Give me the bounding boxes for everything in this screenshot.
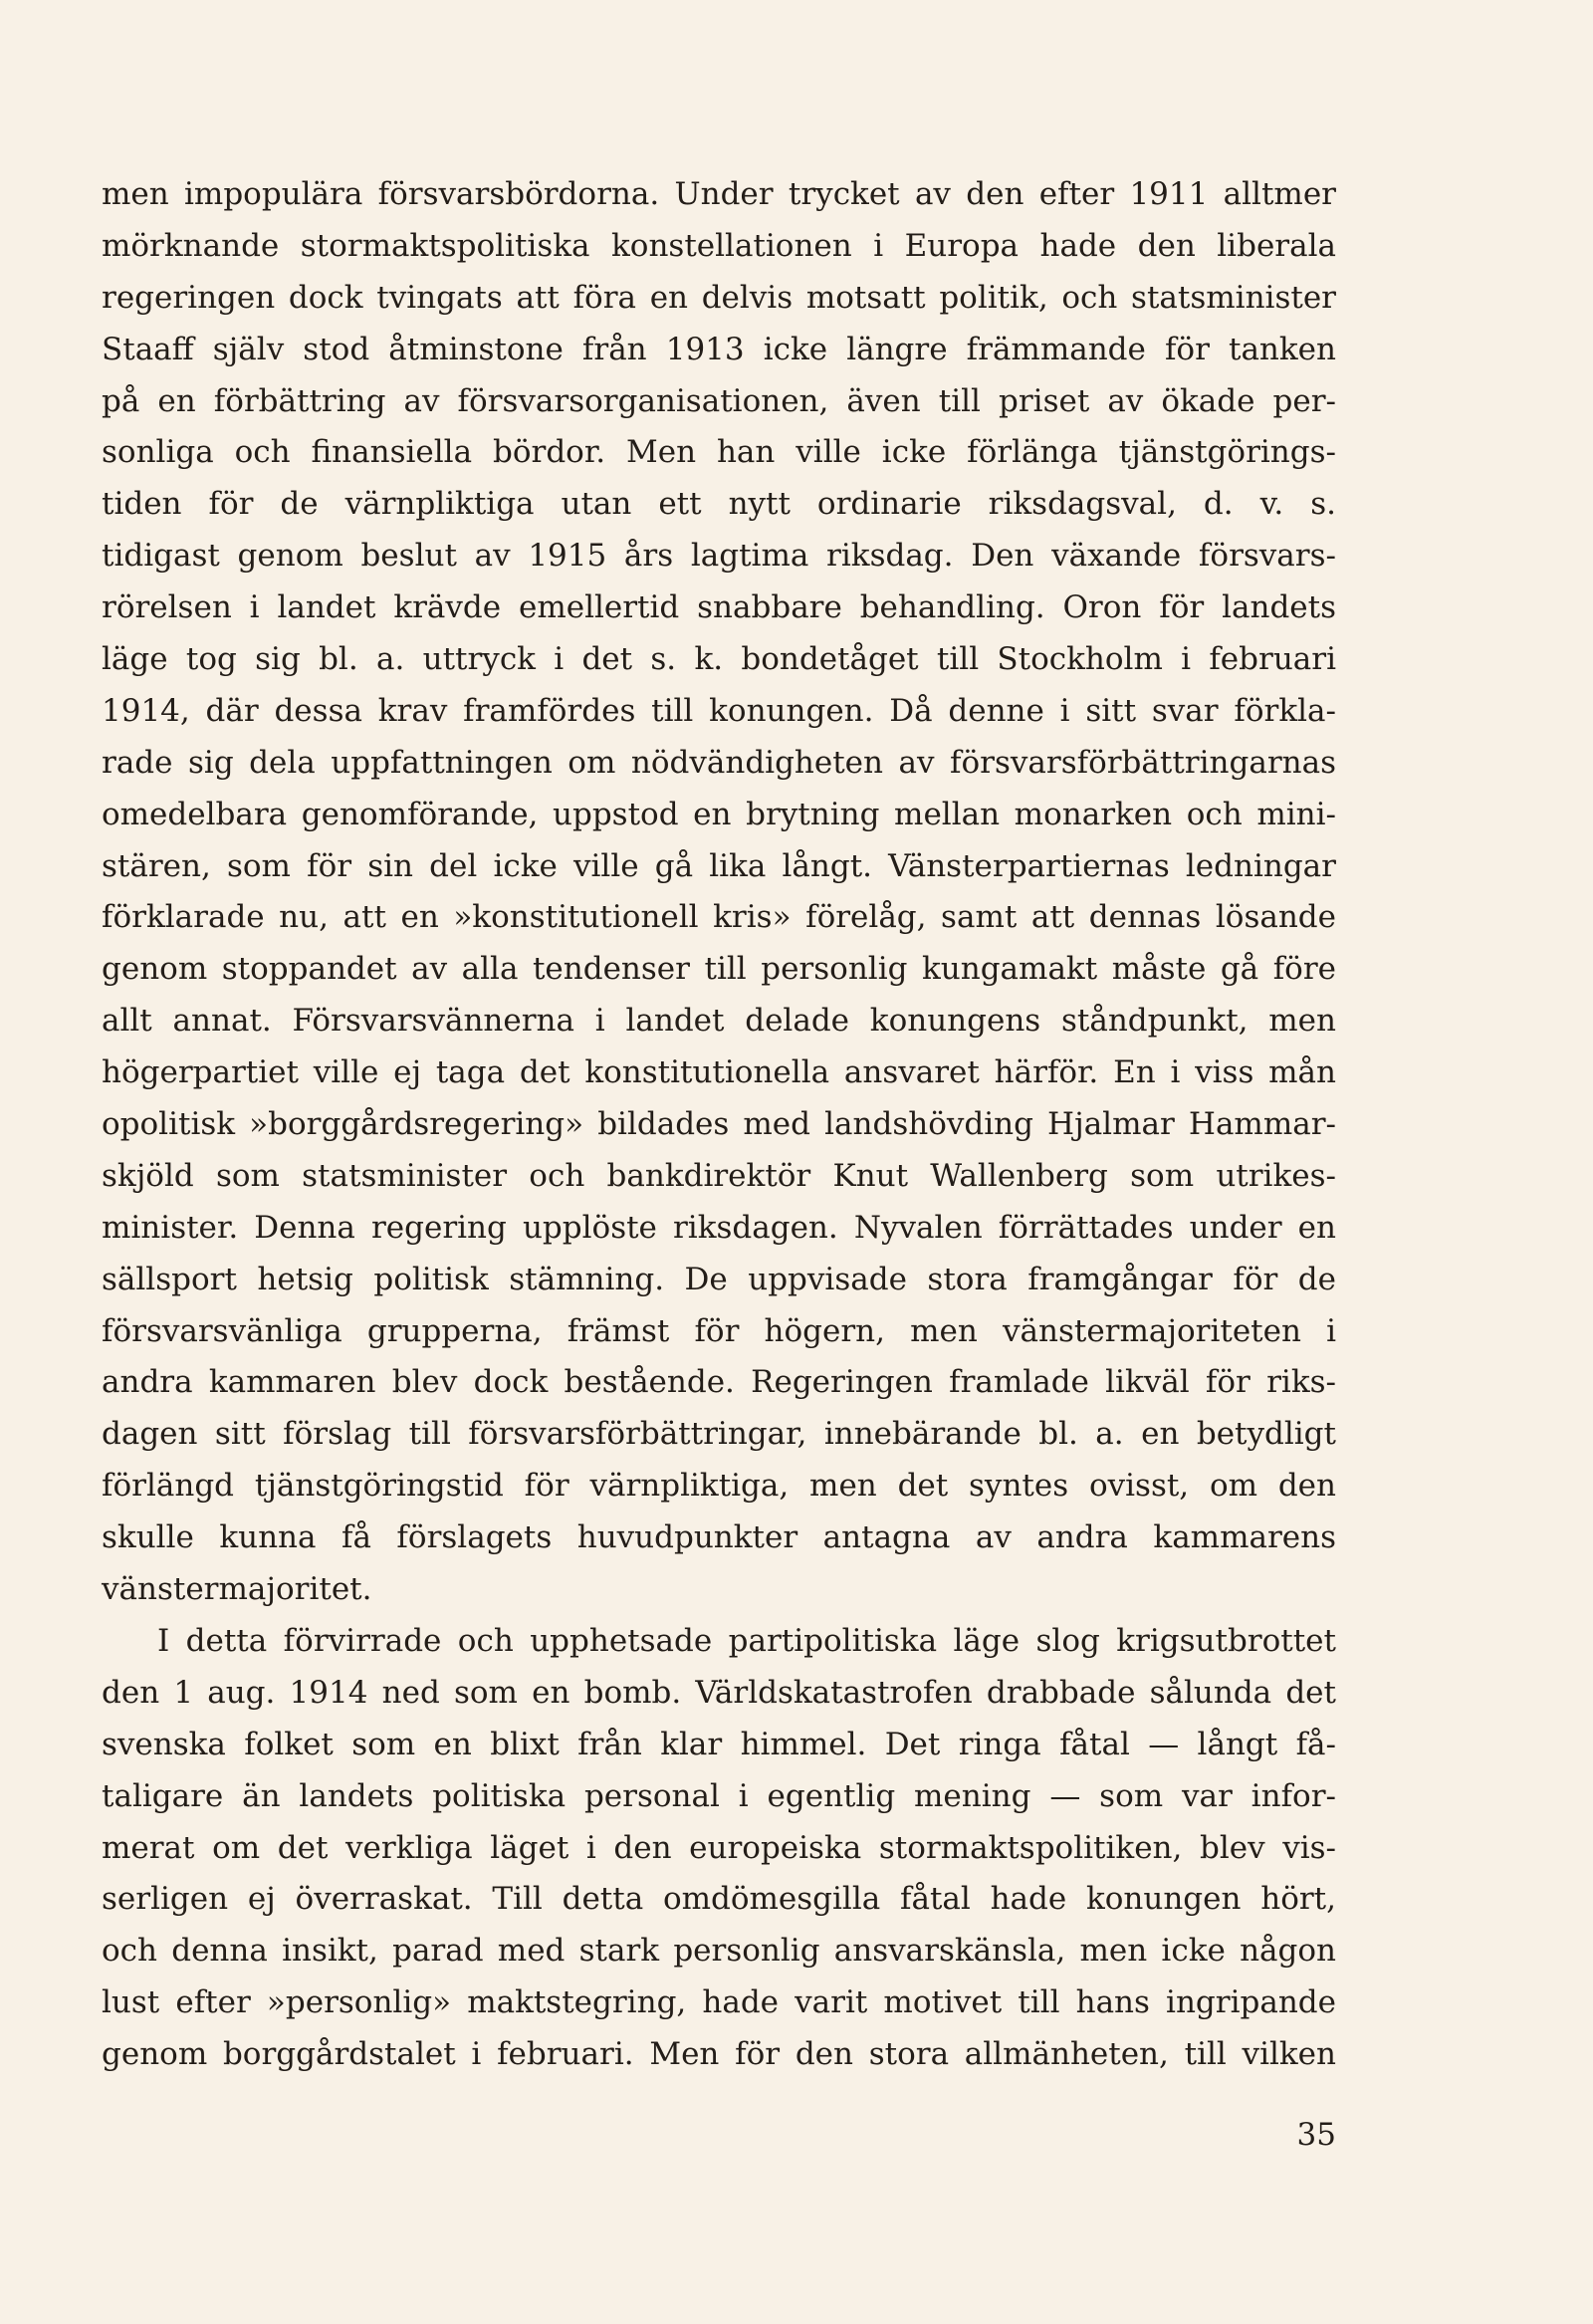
text-line: sonliga och finansiella bördor. Men han ville icke förlänga tjänstgörings- (102, 434, 1336, 471)
text-line: minister. Denna regering upplöste riksdagen. Nyvalen förrättades under en (102, 1209, 1336, 1246)
text-line: och denna insikt, parad med stark personlig ansvarskänsla, men icke någon (102, 1933, 1336, 1970)
text-line: försvarsvänliga grupperna, främst för högern, men vänstermajoriteten i (102, 1312, 1336, 1349)
text-line: skulle kunna få förslagets huvudpunkter antagna av andra kammarens (102, 1519, 1336, 1556)
text-line: rörelsen i landet krävde emellertid snabbare behandling. Oron för landets (102, 589, 1336, 626)
text-line: allt annat. Försvarsvännerna i landet delade konungens ståndpunkt, men (102, 1003, 1336, 1040)
text-line: regeringen dock tvingats att föra en delvis motsatt politik, och statsminister (102, 279, 1336, 316)
paragraph-2 (102, 1616, 1336, 2081)
text-line: Staaff själv stod åtminstone från 1913 icke längre främmande för tanken (102, 331, 1336, 367)
text-line: högerpartiet ville ej taga det konstitutionella ansvaret härför. En i viss mån (102, 1054, 1336, 1091)
text-line: sällsport hetsig politisk stämning. De uppvisade stora framgångar för de (102, 1261, 1336, 1297)
text-line: rade sig dela uppfattningen om nödvändigheten av försvarsförbättringarnas (102, 744, 1336, 781)
text-line: förlängd tjänstgöringstid för värnpliktiga, men det syntes ovisst, om den (102, 1468, 1336, 1505)
text-line: men impopulära försvarsbördorna. Under trycket av den efter 1911 alltmer (102, 176, 1336, 212)
text-line: mörknande stormaktspolitiska konstellationen i Europa hade den liberala (102, 227, 1336, 264)
text-line: omedelbara genomförande, uppstod en brytning mellan monarken och mini- (102, 796, 1336, 832)
text-line: tidigast genom beslut av 1915 års lagtima riksdag. Den växande försvars- (102, 538, 1336, 575)
page-number: 35 (1296, 2117, 1336, 2153)
text-line: förklarade nu, att en »konstitutionell kris» förelåg, samt att dennas lösande (102, 899, 1336, 936)
text-line: vänstermajoritet. (102, 1571, 372, 1608)
text-line: tiden för de värnpliktiga utan ett nytt ordinarie riksdagsval, d. v. s. (102, 486, 1336, 523)
text-line: dagen sitt förslag till försvarsförbättringar, innebärande bl. a. en betydligt (102, 1416, 1336, 1453)
text-line: läge tog sig bl. a. uttryck i det s. k. bondetåget till Stockholm i februari (102, 641, 1336, 678)
text-line: 1914, där dessa krav framfördes till konungen. Då denne i sitt svar förkla- (102, 692, 1336, 729)
text-line: andra kammaren blev dock bestående. Regeringen framlade likväl för riks- (102, 1364, 1336, 1401)
text-line: stären, som för sin del icke ville gå lika långt. Vänsterpartiernas ledningar (102, 847, 1336, 884)
text-line: lust efter »personlig» maktstegring, hade varit motivet till hans ingripande (102, 1984, 1336, 2021)
text-line: opolitisk »borggårdsregering» bildades med landshövding Hjalmar Hammar- (102, 1106, 1336, 1143)
text-line: taligare än landets politiska personal i egentlig mening — som var infor- (102, 1777, 1336, 1814)
text-line: på en förbättring av försvarsorganisationen, även till priset av ökade per- (102, 382, 1336, 419)
text-line: den 1 aug. 1914 ned som en bomb. Världskatastrofen drabbade sålunda det (102, 1674, 1336, 1711)
text-line: svenska folket som en blixt från klar himmel. Det ringa fåtal — långt få- (102, 1726, 1336, 1762)
body-text (102, 169, 1336, 2081)
paragraph-1 (102, 169, 1336, 1616)
text-line: genom stoppandet av alla tendenser till personlig kungamakt måste gå före (102, 951, 1336, 988)
text-line: genom borggårdstalet i februari. Men för den stora allmänheten, till vilken (102, 2036, 1336, 2073)
text-line: skjöld som statsminister och bankdirektör Knut Wallenberg som utrikes- (102, 1157, 1336, 1194)
text-line: merat om det verkliga läget i den europeiska stormaktspolitiken, blev vis- (102, 1829, 1336, 1866)
text-line: I detta förvirrade och upphetsade partipolitiska läge slog krigsutbrottet (157, 1622, 1336, 1659)
text-line: serligen ej överraskat. Till detta omdömesgilla fåtal hade konungen hört, (102, 1881, 1336, 1918)
